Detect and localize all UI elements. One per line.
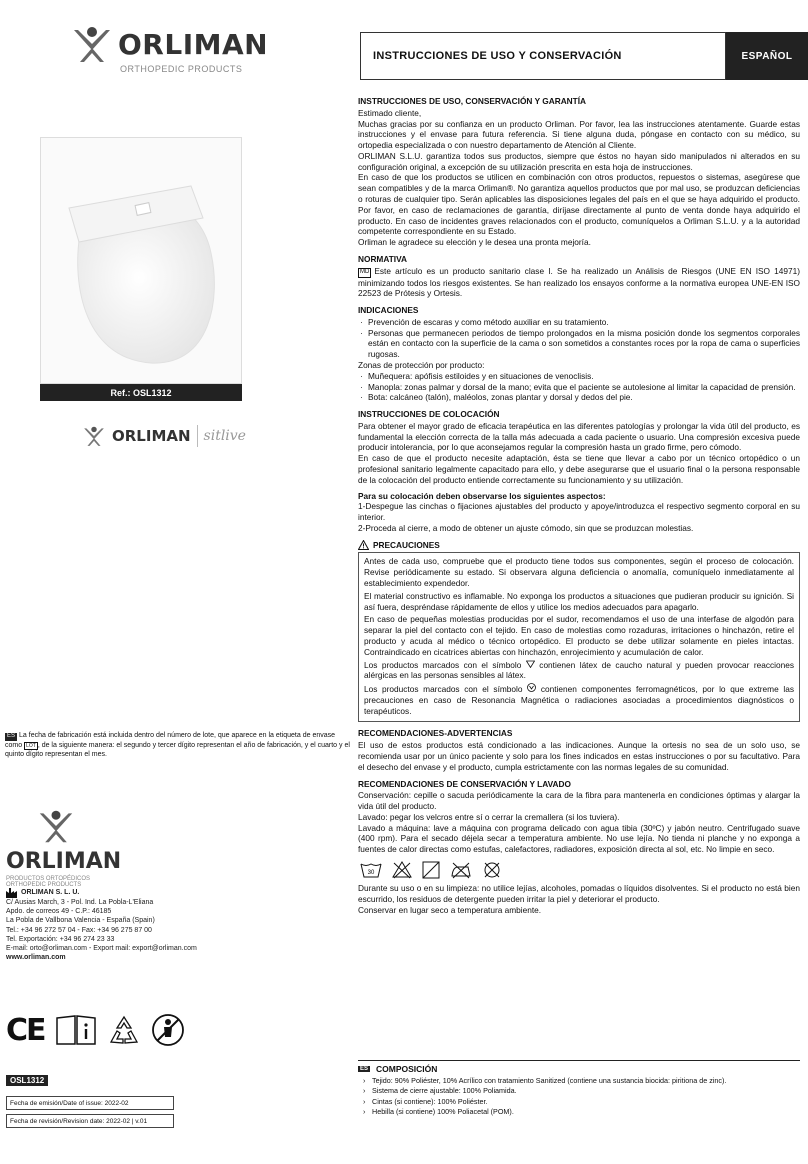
paragraph: Lavado: pegar los velcros entre sí o cerrar la cremallera (si los tuviera). bbox=[358, 811, 620, 822]
orliman-figure-icon bbox=[70, 24, 114, 64]
subbrand-name: sitlive bbox=[203, 428, 246, 444]
issue-date: Fecha de emisión/Date of issue: 2022-02 bbox=[6, 1096, 174, 1110]
paragraph: Zonas de protección por producto: bbox=[358, 359, 485, 370]
paragraph: Durante su uso o en su limpieza: no utilice lejías, alcoholes, pomadas o líquidos disolventes. Si el producto no está bien escurrido, los residuos de detergente pueden irritar la piel y deteriorar el producto. bbox=[358, 883, 800, 904]
product-reference: Ref.: OSL1312 bbox=[40, 384, 242, 401]
subheading: Para su colocación deben observarse los siguientes aspectos: bbox=[358, 490, 606, 501]
address-line: La Pobla de Vallbona Valencia - España (Spain) bbox=[6, 917, 155, 925]
md-symbol-icon: MD bbox=[358, 268, 371, 278]
address-line: E-mail: orto@orliman.com - Export mail: export@orliman.com bbox=[6, 945, 197, 953]
revision-date: Fecha de revisión/Revision date: 2022-02 | v.01 bbox=[6, 1114, 174, 1128]
section-heading-normativa: NORMATIVA bbox=[358, 253, 408, 264]
paragraph: Estimado cliente, bbox=[358, 107, 422, 118]
paragraph: El uso de estos productos está condicionado a las indicaciones. Aunque la ortesis no sea de un solo uso, se recomienda usar por un único paciente y solo para los fines indicados en estas instrucciones o por su facultativo. Para el desecho del envase y el producto, cumpla estrictamente con las normas legales de su comunidad. bbox=[358, 740, 800, 772]
list-item: · Personas que permanecen periodos de tiempo prolongados en la misma posición donde los segmentos corporales están en contacto con la superficie de la cama o son sometidos a constantes roces por la ropa de cama o superficies rugosas. bbox=[368, 328, 800, 360]
product-code-badge: OSL1312 bbox=[6, 1075, 48, 1086]
address-line: Tel.: +34 96 272 57 04 - Fax: +34 96 275 87 00 bbox=[6, 926, 152, 934]
orliman-figure-icon bbox=[82, 425, 106, 447]
mitten-illustration bbox=[41, 138, 241, 383]
wash-30-icon bbox=[360, 861, 382, 879]
address-line: Apdo. de correos 49 - C.P.: 46185 bbox=[6, 908, 112, 916]
address-line: C/ Ausias March, 3 - Pol. Ind. La Pobla-L'Eliana bbox=[6, 899, 154, 906]
composition-heading: COMPOSICIÓN bbox=[376, 1064, 438, 1074]
no-iron-icon bbox=[450, 861, 472, 879]
warning-icon bbox=[358, 540, 369, 550]
section-heading-indicaciones: INDICACIONES bbox=[358, 305, 419, 316]
precautions-box bbox=[358, 552, 800, 722]
paragraph: En caso de que el producto necesite adaptación, ésta se tiene que llevar a cabo por un técnico ortopédico o un profesional sanitario legalmente capacitado para ello, y debe asegurarse que el usuario final o la persona responsable de la colocación del producto entiende correctamente su funcionamiento y su utilización. bbox=[358, 453, 800, 485]
brand-tagline: ORTHOPEDIC PRODUCTS bbox=[120, 64, 243, 74]
step-item: 2-Proceda al cierre, a modo de obtener un ajuste cómodo, sin que se produzcan molestias. bbox=[358, 522, 694, 533]
address-line: Tel. Exportación: +34 96 274 23 33 bbox=[6, 935, 115, 943]
list-item: · Muñequera: apófisis estiloides y en situaciones de venoclisis. bbox=[368, 371, 800, 382]
paragraph: Para obtener el mayor grado de eficacia terapéutica en las diferentes patologías y prolongar la vida útil del producto, es fundamental la elección correcta de la talla más adecuada a cada paciente o usuario. Una compresión excesiva puede producir intolerancia, por lo que aconsejamos regular la compresión hasta un grado firme, pero cómodo. bbox=[358, 420, 800, 453]
paragraph: ORLIMAN S.L.U. garantiza todos sus productos, siempre que éstos no hayan sido manipulados ni alterados en su configuración original, a excepción de su utilización prescrita en esta hoja de instrucciones. bbox=[358, 150, 800, 172]
brand-name-small: ORLIMAN bbox=[112, 427, 191, 445]
orliman-logo-bottom bbox=[6, 808, 156, 888]
regulatory-symbols bbox=[6, 1010, 196, 1050]
paragraph: Lavado a máquina: lave a máquina con programa delicado con agua tibia (30ºC) y jabón neutro. Centrifugado suave (400 rpm). Para el secado déjela secar a temperatura ambiente. No use lejía. No tienda ni planche y no exponga a fuentes de calor directas como estufas, calefactores, radiadores, exposición directa al sol, etc. No limpie en seco. bbox=[358, 822, 800, 855]
document-title: INSTRUCCIONES DE USO Y CONSERVACIÓN bbox=[360, 32, 726, 80]
instructions-book-icon bbox=[55, 1014, 97, 1046]
language-tag: ES bbox=[7, 733, 16, 739]
paragraph: Conservar en lugar seco a temperatura ambiente. bbox=[358, 904, 542, 915]
section-heading-precauciones: PRECAUCIONES bbox=[358, 540, 800, 551]
language-label: ESPAÑOL bbox=[726, 32, 808, 80]
list-item: · Bota: calcáneo (talón), maléolos, zonas plantar y dorsal y dedos del pie. bbox=[368, 392, 800, 403]
paragraph: Los productos marcados con el símbolo contienen componentes ferromagnéticos, por lo que extreme las precauciones en caso de Resonancia Magnética o radiaciones asociadas a procedimientos diagnósticos o terapéuticos. bbox=[364, 684, 794, 716]
list-item: › Cintas (si contiene): 100% Poliéster. bbox=[372, 1097, 800, 1107]
paragraph: Muchas gracias por su confianza en un producto Orliman. Por favor, lea las instrucciones atentamente. Guarde estas instrucciones y el envase para futura referencia. Si tiene alguna duda, póngase en contacto con su médico, su ortopedia especializada o con nuestro departamento de Atención al Cliente. bbox=[358, 118, 800, 151]
brand-name: ORLIMAN bbox=[6, 849, 122, 874]
magnet-icon bbox=[527, 683, 536, 692]
orliman-figure-icon bbox=[36, 808, 76, 844]
no-bleach-icon bbox=[392, 861, 412, 879]
lot-date-note: ES La fecha de fabricación está incluida dentro del número de lote, que aparece en la etiqueta de envase como LOT , de la siguiente manera: el segundo y tercer dígito representan el año de fabricación, y el cuarto y el quinto dígito representan el mes. bbox=[5, 732, 350, 758]
list-item: › Hebilla (si contiene) 100% Poliacetal (POM). bbox=[372, 1107, 800, 1117]
paragraph: Antes de cada uso, compruebe que el producto tiene todos sus componentes, según el proceso de colocación. Revise periódicamente su estado. Si observara alguna deficiencia o anomalía, comuníquelo inmediatamente al establecimiento expendedor. bbox=[364, 556, 794, 589]
wash-temp-label: 30 bbox=[367, 870, 375, 877]
composition-section bbox=[358, 1060, 800, 1118]
list-item: · Prevención de escaras y como método auxiliar en su tratamiento. bbox=[368, 317, 800, 328]
ce-mark-icon: CE bbox=[6, 1012, 45, 1048]
zones-list bbox=[358, 371, 800, 403]
paragraph: Conservación: cepille o sacuda periódicamente la cara de la fibra para mantenerla en condiciones óptimas y alargar la vida útil del producto. bbox=[358, 790, 800, 812]
orliman-logo-top bbox=[70, 24, 270, 84]
brand-sub: ORTHOPEDIC PRODUCTS bbox=[6, 882, 82, 888]
instructions-body bbox=[358, 96, 800, 915]
list-item: › Tejido: 90% Poliéster, 10% Acrílico con tratamiento Sanitized (contiene una sustancia biocida: piritiona de zinc). bbox=[372, 1076, 800, 1086]
no-tumble-dry-icon bbox=[422, 861, 440, 879]
website: www.orliman.com bbox=[6, 954, 66, 962]
manufacturer-icon bbox=[6, 888, 17, 898]
paragraph: En caso de pequeñas molestias producidas por el sudor, recomendamos el uso de una interfase de algodón para separar la piel del contacto con el tejido. En caso de molestias como rozaduras, irritaciones o hinchazón, retire el producto y acuda al médico o técnico ortopédico. El producto se debe utilizar solamente en pieles intactas. Contraindicado en cicatrices abiertas con hinchazón, enrojecimiento y acumulación de calor. bbox=[364, 614, 794, 657]
recycle-icon bbox=[107, 1014, 141, 1046]
latex-icon bbox=[526, 660, 535, 668]
paragraph: MD Este artículo es un producto sanitario clase I. Se ha realizado un Análisis de Riesgos (UNE EN ISO 14971) minimizando todos los riesgos existentes. Se han realizado los ensayos conforme a la normativa europea UNE-EN ISO 22523 de Prótesis y Ortesis. bbox=[358, 265, 800, 299]
brand-name: ORLIMAN bbox=[118, 27, 269, 61]
paragraph: Orliman le agradece su elección y le desea una pronta mejoría. bbox=[358, 237, 591, 248]
indications-list bbox=[358, 317, 800, 360]
manufacturer-address: ORLIMAN S. L. U. C/ Ausias March, 3 - Pol. Ind. La Pobla-L'Eliana Apdo. de correos 49 - C.P.: 46185 La Pobla de Vallbona Valencia - España (Spain) Tel.: +34 96 272 57 04 - Fax: +34 96 275 87 00 Tel. Exportación: +34 96 274 23 33 E-mail: orto@orliman.com - Export mail: export@orliman.com www.orliman.com bbox=[6, 888, 256, 963]
paragraph: Los productos marcados con el símbolo contienen látex de caucho natural y pueden provocar reacciones alérgicas en las personas sensibles al látex. bbox=[364, 659, 794, 681]
paragraph: El material constructivo es inflamable. No exponga los productos a situaciones que pudieran producir su ignición. Si así fuera, despréndase rápidamente de ellos y utilice los medios adecuados para apagarlo. bbox=[364, 590, 794, 612]
no-dry-clean-icon bbox=[482, 861, 502, 879]
single-patient-icon bbox=[151, 1013, 185, 1047]
list-item: · Manopla: zonas palmar y dorsal de la mano; evita que el paciente se autolesione al limitar la capacidad de prensión. bbox=[368, 382, 800, 393]
product-image bbox=[40, 137, 242, 384]
language-tag: ES bbox=[360, 1066, 369, 1072]
list-item: › Sistema de cierre ajustable: 100% Poliamida. bbox=[372, 1086, 800, 1096]
step-item: 1-Despegue las cinchas o fijaciones ajustables del producto y apoye/introduzca el respectivo segmento corporal en su interior. bbox=[358, 501, 800, 523]
brand-row bbox=[82, 422, 262, 450]
lot-symbol-icon: LOT bbox=[26, 742, 36, 749]
care-symbols bbox=[360, 861, 800, 879]
section-heading-colocacion: INSTRUCCIONES DE COLOCACIÓN bbox=[358, 409, 500, 420]
section-heading-recomendaciones: RECOMENDACIONES-ADVERTENCIAS bbox=[358, 728, 513, 739]
paragraph: En caso de que los productos se utilicen en combinación con otros productos, repuestos o sistemas, asegúrese que sean compatibles y de la marca Orliman®. No garantiza aquellos productos que por mal uso, se produzcan deficiencias o roturas de cualquier tipo. Serán aplicables las disposiciones legales del país en el que se haya adquirido el producto. Por favor, en caso de reclamaciones de garantía, diríjase directamente al punto de venta donde haya adquirido el producto. En caso de incidentes graves relacionados con el producto, comuníquelos a Orliman S.L.U. y a la autoridad competente correspondiente en su Estado. bbox=[358, 172, 800, 237]
section-heading-garantia: INSTRUCCIONES DE USO, CONSERVACIÓN Y GARANTÍA bbox=[358, 96, 587, 106]
section-heading-conservacion: RECOMENDACIONES DE CONSERVACIÓN Y LAVADO bbox=[358, 778, 571, 789]
composition-list bbox=[358, 1076, 800, 1118]
brand-sub: PRODUCTOS ORTOPÉDICOS bbox=[6, 876, 91, 882]
